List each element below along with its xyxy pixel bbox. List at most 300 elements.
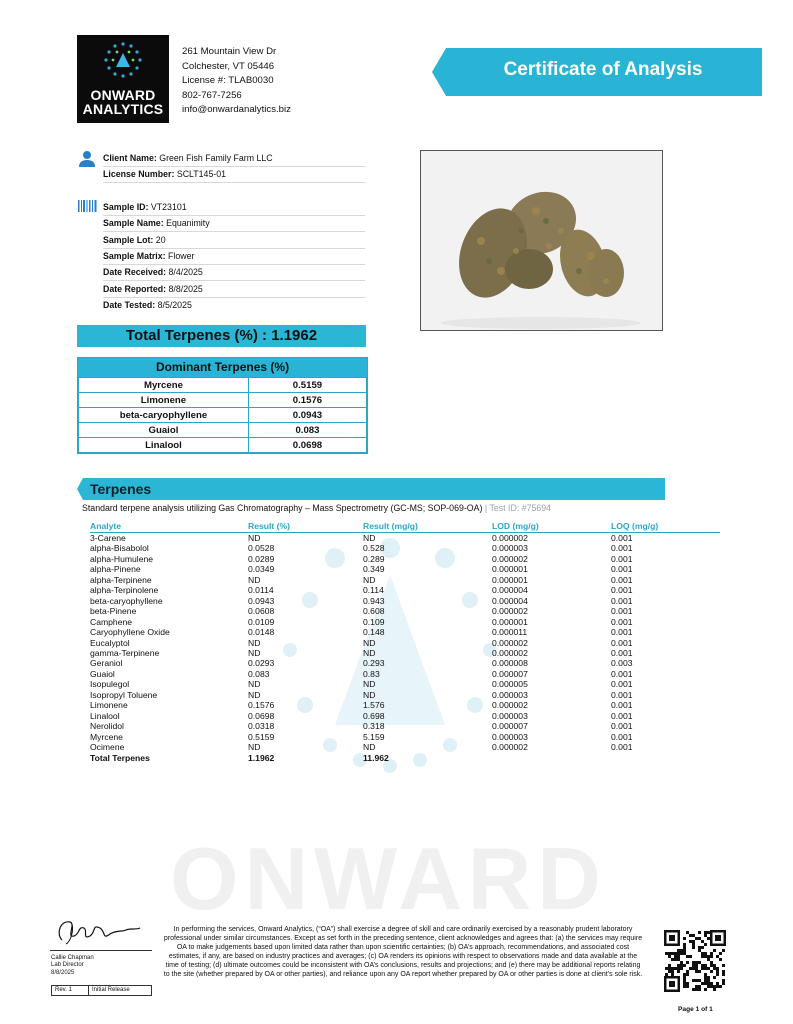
value-cell: 0.114 [363, 585, 384, 596]
revision-box [51, 985, 152, 996]
terpene-name: Myrcene [79, 378, 249, 393]
qr-module [716, 967, 719, 970]
value-cell: 0.349 [363, 564, 385, 575]
qr-module [692, 979, 695, 982]
qr-module [695, 985, 698, 988]
analyte-cell: Guaiol [90, 668, 115, 679]
table-row [90, 658, 720, 668]
value-cell: 0.000002 [492, 606, 528, 617]
qr-module [710, 961, 713, 964]
value-cell: 0.001 [611, 606, 633, 617]
analyte-cell: Eucalyptol [90, 637, 130, 648]
sample-row [103, 215, 365, 232]
qr-module [704, 979, 707, 982]
table-row [90, 617, 720, 627]
sample-value: Equanimity [166, 218, 210, 228]
qr-module [719, 958, 722, 961]
qr-module [722, 949, 725, 952]
qr-module [683, 946, 686, 949]
qr-module [704, 964, 707, 967]
qr-module [713, 964, 716, 967]
revision-number: Rev. 1 [55, 987, 72, 993]
analyte-cell: Camphene [90, 616, 133, 627]
qr-module [689, 967, 692, 970]
document-title: Certificate of Analysis [503, 59, 703, 80]
terpene-value: 0.1576 [248, 393, 366, 408]
qr-module [692, 943, 695, 946]
qr-module [707, 967, 710, 970]
sample-label: Sample Matrix: [103, 251, 166, 261]
value-cell: 0.001 [611, 543, 633, 554]
analyte-cell: Total Terpenes [90, 752, 150, 763]
value-cell: ND [363, 742, 376, 753]
table-row [90, 690, 720, 700]
qr-module [665, 952, 668, 955]
value-cell: 0.109 [363, 616, 385, 627]
address-line: 261 Mountain View Dr [182, 46, 277, 57]
qr-module [716, 955, 719, 958]
analyte-cell: beta-Pinene [90, 606, 137, 617]
onward-analytics-logo [77, 35, 169, 123]
qr-module [707, 982, 710, 985]
value-cell: 0.001 [611, 637, 633, 648]
analyte-cell: Linalool [90, 710, 120, 721]
qr-module [689, 934, 692, 937]
value-cell: 0.000003 [492, 689, 528, 700]
qr-module [683, 937, 686, 940]
value-cell: 0.001 [611, 742, 633, 753]
qr-module [683, 976, 686, 979]
qr-module [722, 964, 725, 967]
sample-value: Flower [168, 251, 195, 261]
qr-module [683, 973, 686, 976]
qr-module [668, 952, 671, 955]
table-row [90, 554, 720, 564]
qr-module [704, 943, 707, 946]
value-cell: 0.000003 [492, 543, 528, 554]
table-row [90, 543, 720, 553]
value-cell: 0.001 [611, 595, 633, 606]
value-cell: ND [248, 637, 261, 648]
client-person-icon [78, 150, 96, 168]
qr-module [695, 937, 698, 940]
logo-dots-icon [103, 41, 143, 79]
dominant-terpenes-title: Dominant Terpenes (%) [78, 358, 367, 377]
value-cell: 0.000001 [492, 574, 528, 585]
dominant-terpenes-grid [78, 377, 367, 453]
qr-module [722, 982, 725, 985]
table-row [90, 627, 720, 637]
value-cell: 0.0318 [248, 721, 275, 732]
qr-module [674, 955, 677, 958]
analyte-cell: Nerolidol [90, 721, 124, 732]
qr-module [698, 946, 701, 949]
qr-module [677, 955, 680, 958]
signer-info [51, 955, 94, 977]
value-cell: ND [363, 637, 376, 648]
qr-module [710, 964, 713, 967]
value-cell: 0.000002 [492, 553, 528, 564]
analyte-cell: Limonene [90, 700, 128, 711]
value-cell: 0.000011 [492, 627, 528, 638]
qr-module [713, 985, 716, 988]
table-row [90, 606, 720, 616]
qr-module [695, 988, 698, 991]
analyte-cell: Myrcene [90, 731, 123, 742]
value-cell: 0.001 [611, 574, 633, 585]
qr-module [671, 967, 674, 970]
qr-module [722, 973, 725, 976]
value-cell: 5.159 [363, 731, 385, 742]
analyte-cell: 3-Carene [90, 533, 126, 543]
signature-image [52, 914, 142, 948]
qr-module [692, 967, 695, 970]
qr-module [695, 964, 698, 967]
qr-module [677, 970, 680, 973]
value-cell: 0.0114 [248, 585, 274, 596]
value-cell: ND [248, 533, 261, 543]
qr-module [668, 955, 671, 958]
column-header: LOD (mg/g) [492, 520, 539, 531]
value-cell: 0.0293 [248, 658, 275, 669]
value-cell: 0.608 [363, 606, 385, 617]
qr-module [692, 964, 695, 967]
value-cell: 0.000003 [492, 710, 528, 721]
table-row [90, 648, 720, 658]
terpenes-section-bar [77, 478, 665, 500]
value-cell: 0.000002 [492, 742, 528, 753]
qr-module [698, 979, 701, 982]
qr-module [704, 934, 707, 937]
value-cell: 0.000001 [492, 616, 528, 627]
total-terpenes-banner: Total Terpenes (%) : 1.1962 [77, 325, 366, 347]
qr-module [689, 940, 692, 943]
revision-note: Initial Release [88, 986, 130, 995]
qr-module [680, 967, 683, 970]
cannabis-flower-image [421, 151, 662, 330]
value-cell: 0.001 [611, 679, 633, 690]
table-row [90, 564, 720, 574]
qr-module [686, 970, 689, 973]
value-cell: 0.0608 [248, 606, 275, 617]
address-line: License #: TLAB0030 [182, 75, 274, 87]
sample-value: VT23101 [150, 202, 187, 212]
terpene-name: Guaiol [79, 423, 249, 438]
qr-module [671, 952, 674, 955]
value-cell: 0.001 [611, 627, 633, 638]
qr-module [680, 961, 683, 964]
qr-module [701, 940, 704, 943]
qr-module [701, 955, 704, 958]
analyte-cell: alpha-Bisabolol [90, 543, 149, 554]
qr-module [719, 985, 722, 988]
qr-module [677, 967, 680, 970]
terpene-value: 0.083 [248, 423, 366, 438]
table-row [90, 638, 720, 648]
qr-module [692, 934, 695, 937]
terpene-value: 0.0698 [248, 438, 366, 453]
signer-date: 8/8/2025 [51, 969, 75, 976]
watermark: ONWARD [170, 829, 607, 928]
qr-module [701, 982, 704, 985]
table-row [90, 596, 720, 606]
sample-label: Sample Lot: [103, 235, 154, 245]
value-cell: 0.5159 [248, 731, 275, 742]
qr-module [698, 949, 701, 952]
value-cell: ND [363, 689, 376, 700]
qr-module [701, 964, 704, 967]
table-row [90, 575, 720, 585]
table-row [79, 438, 367, 453]
qr-module [683, 985, 686, 988]
table-row [90, 700, 720, 710]
table-row [90, 742, 720, 752]
table-row [90, 711, 720, 721]
table-row [90, 669, 720, 679]
value-cell: 0.000004 [492, 595, 528, 606]
value-cell: 0.000007 [492, 721, 528, 732]
value-cell: ND [248, 574, 261, 585]
sample-label: Sample Name: [103, 218, 164, 228]
qr-module [668, 967, 671, 970]
qr-module [701, 967, 704, 970]
value-cell: 0.000007 [492, 668, 528, 679]
sample-value: 8/4/2025 [168, 267, 203, 277]
qr-module [680, 964, 683, 967]
value-cell: 0.000008 [492, 658, 528, 669]
qr-module [719, 952, 722, 955]
qr-module [716, 985, 719, 988]
value-cell: ND [363, 679, 376, 690]
table-row [90, 533, 720, 544]
qr-module [704, 988, 707, 991]
table-row [90, 732, 720, 742]
value-cell: 0.293 [363, 658, 385, 669]
value-cell: 0.000004 [492, 585, 528, 596]
value-cell: 0.001 [611, 553, 633, 564]
qr-module [707, 976, 710, 979]
value-cell: ND [363, 647, 376, 658]
value-cell: 0.289 [363, 553, 385, 564]
logo-text-line2: ANALYTICS [82, 101, 164, 117]
value-cell: 0.000002 [492, 637, 528, 648]
qr-module [716, 973, 719, 976]
terpenes-table-body [90, 533, 720, 763]
value-cell: 0.000002 [492, 533, 528, 543]
table-row [79, 408, 367, 423]
column-header: LOQ (mg/g) [611, 520, 659, 531]
total-row [90, 753, 720, 763]
sample-row [103, 297, 365, 313]
value-cell: 0.001 [611, 731, 633, 742]
sample-value: 8/5/2025 [157, 300, 192, 310]
sample-row [103, 248, 365, 265]
qr-module [704, 955, 707, 958]
qr-module [713, 976, 716, 979]
qr-module [668, 970, 671, 973]
method-description [82, 503, 551, 513]
analyte-cell: gamma-Terpinene [90, 647, 160, 658]
qr-module [710, 982, 713, 985]
value-cell: 0.000005 [492, 679, 528, 690]
value-cell: ND [248, 742, 261, 753]
value-cell: 0.0109 [248, 616, 275, 627]
value-cell [492, 753, 611, 763]
sample-value: 20 [155, 235, 166, 245]
value-cell: 0.083 [248, 668, 270, 679]
qr-module [710, 955, 713, 958]
value-cell: 0.148 [363, 627, 385, 638]
value-cell: 0.0148 [248, 627, 275, 638]
client-license-row [103, 166, 365, 183]
qr-module [698, 961, 701, 964]
table-row [90, 585, 720, 595]
sample-photo [420, 150, 663, 331]
qr-module [683, 982, 686, 985]
value-cell: ND [363, 574, 376, 585]
value-cell: 0.000002 [492, 647, 528, 658]
client-name-label: Client Name: [103, 153, 157, 163]
qr-code-icon[interactable] [664, 930, 726, 992]
table-row [90, 721, 720, 731]
logo-text-line1: ONWARD [90, 87, 156, 103]
terpene-name: Linalool [79, 438, 249, 453]
qr-module [680, 952, 683, 955]
qr-module [704, 976, 707, 979]
qr-module [683, 979, 686, 982]
terpene-name: beta-caryophyllene [79, 408, 249, 423]
value-cell: 0.003 [611, 658, 633, 669]
qr-module [695, 967, 698, 970]
sample-label: Date Tested: [103, 300, 156, 310]
qr-module [701, 952, 704, 955]
qr-module [704, 982, 707, 985]
disclaimer-text: In performing the services, Onward Analytics, (“OA”) shall exercise a degree of skill and care ordinarily exercised by a reasonably prudent laboratory professional under similar circumstances. Except as set forth in the preceding sentence, client acknowledges and agrees that: (a) the services may require OA to make judgements based upon limited data rather than upon scientific certainties; (b) OA’s approach, recommendations, and associated cost estimates, if any, are based on industry practices and averages; (c) OA renders its opinions with respect to observations made and data available at the time of testing; (d) ultimate outcomes could be inconsistent with OA’s conclusions, results and projections; and (e) there may be additional reports relating to the site (whether prepared by OA or other parties), and reliance upon any OA report whether prepared by OA or other parties is done at client’s sole risk. [163, 926, 643, 979]
analyte-cell: alpha-Terpinene [90, 574, 152, 585]
qr-module [683, 952, 686, 955]
qr-module [677, 964, 680, 967]
sample-row [103, 264, 365, 281]
qr-module [686, 931, 689, 934]
value-cell: 0.0349 [248, 564, 275, 575]
terpene-value: 0.5159 [248, 378, 366, 393]
qr-module [698, 985, 701, 988]
test-id: | Test ID: #75694 [484, 503, 552, 513]
sample-label: Date Reported: [103, 284, 167, 294]
analyte-cell: Caryophyllene Oxide [90, 627, 170, 638]
value-cell: 0.001 [611, 647, 633, 658]
value-cell: 0.001 [611, 700, 633, 711]
qr-module [695, 970, 698, 973]
value-cell: 0.528 [363, 543, 385, 554]
qr-module [701, 946, 704, 949]
column-header: Result (%) [248, 520, 291, 531]
value-cell: 0.001 [611, 668, 633, 679]
terpenes-section-title: Terpenes [90, 481, 152, 497]
value-cell: 0.001 [611, 585, 633, 596]
qr-module [692, 946, 695, 949]
qr-module [698, 988, 701, 991]
table-row [79, 423, 367, 438]
sample-value: 8/8/2025 [168, 284, 203, 294]
value-cell: ND [248, 689, 261, 700]
qr-module [683, 964, 686, 967]
qr-module [722, 970, 725, 973]
method-text: Standard terpene analysis utilizing Gas Chromatography – Mass Spectrometry (GC-MS; SOP-069-OA) [82, 503, 483, 513]
qr-module [713, 967, 716, 970]
qr-module [698, 931, 701, 934]
qr-module [707, 985, 710, 988]
qr-module [677, 952, 680, 955]
lab-address [182, 45, 291, 118]
value-cell: 0.000003 [492, 731, 528, 742]
signer-title: Lab Director [51, 962, 84, 969]
qr-module [704, 967, 707, 970]
qr-module [686, 973, 689, 976]
qr-module [692, 940, 695, 943]
value-cell: ND [363, 533, 376, 543]
qr-module [707, 937, 710, 940]
analyte-cell: alpha-Humulene [90, 553, 154, 564]
sample-label: Sample ID: [103, 202, 149, 212]
qr-module [704, 973, 707, 976]
analyte-cell: alpha-Pinene [90, 564, 141, 575]
qr-module [686, 961, 689, 964]
value-cell: 0.0528 [248, 543, 275, 554]
client-license-value: SCLT145-01 [176, 169, 227, 179]
qr-module [698, 970, 701, 973]
column-header: Analyte [90, 520, 122, 531]
address-line: Colchester, VT 05446 [182, 60, 275, 72]
qr-module [713, 988, 716, 991]
value-cell: 0.698 [363, 710, 385, 721]
qr-module [671, 973, 674, 976]
qr-module [695, 979, 698, 982]
qr-module [665, 967, 668, 970]
sample-row [103, 281, 365, 298]
qr-module [692, 961, 695, 964]
value-cell: 0.001 [611, 710, 633, 721]
analyte-cell: alpha-Terpinolene [90, 585, 159, 596]
qr-module [677, 949, 680, 952]
value-cell: 0.000001 [492, 564, 528, 575]
qr-module [704, 952, 707, 955]
qr-module [692, 988, 695, 991]
qr-module [704, 931, 707, 934]
sample-row [103, 199, 365, 216]
table-row [79, 393, 367, 408]
qr-module [668, 964, 671, 967]
qr-module [674, 952, 677, 955]
qr-module [689, 955, 692, 958]
qr-module [713, 949, 716, 952]
qr-module [710, 970, 713, 973]
value-cell: 0.318 [363, 721, 385, 732]
analyte-cell: Geraniol [90, 658, 123, 669]
value-cell [611, 753, 720, 763]
value-cell: 1.1962 [248, 752, 275, 763]
barcode-icon [78, 200, 98, 212]
column-header: Result (mg/g) [363, 520, 418, 531]
qr-module [677, 958, 680, 961]
value-cell: 0.0698 [248, 710, 275, 721]
value-cell: 0.001 [611, 689, 633, 700]
signer-name: Callie Chapman [51, 955, 94, 961]
terpenes-table [90, 519, 720, 763]
value-cell: ND [248, 679, 261, 690]
client-name-value: Green Fish Family Farm LLC [159, 153, 273, 163]
qr-module [710, 985, 713, 988]
